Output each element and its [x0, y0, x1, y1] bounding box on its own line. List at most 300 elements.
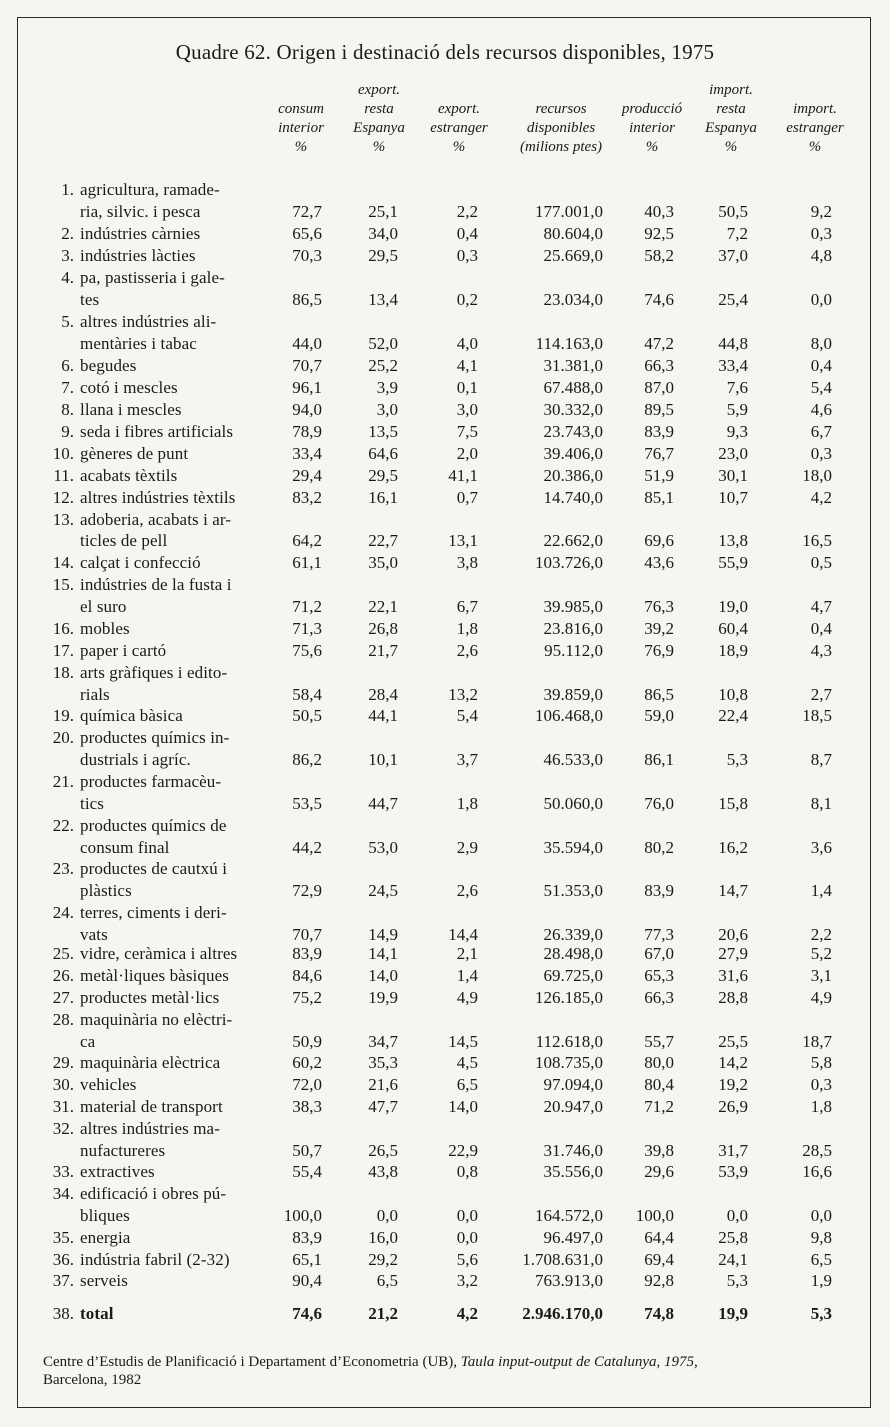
row-label: ria, silvic. i pesca	[80, 202, 201, 221]
table-cell: 3,9	[376, 378, 398, 397]
table-row	[0, 202, 890, 224]
table-cell: 4,2	[810, 488, 832, 507]
source-suffix: Barcelona, 1982	[43, 1372, 142, 1388]
row-label: tics	[80, 794, 105, 813]
table-cell: 16,5	[802, 531, 832, 550]
table-cell: 8,1	[810, 794, 832, 813]
total-cell: 5,3	[810, 1304, 832, 1323]
row-number: 9.	[61, 422, 74, 441]
row-label: productes químics de	[80, 816, 227, 835]
table-row	[0, 312, 890, 334]
table-cell: 14,4	[448, 925, 478, 944]
table-cell: 8,0	[810, 334, 832, 353]
source-prefix: Centre d’Estudis de Planificació i Departament d’Econometria (UB),	[43, 1354, 458, 1370]
column-header	[755, 100, 875, 157]
table-row	[0, 1141, 890, 1163]
row-label: agricultura, ramade-	[80, 180, 220, 199]
table-cell: 20.947,0	[543, 1097, 603, 1116]
table-cell: 177.001,0	[535, 202, 603, 221]
table-cell: 50,9	[292, 1032, 322, 1051]
table-cell: 10,1	[368, 750, 398, 769]
table-cell: 6,5	[456, 1075, 478, 1094]
table-cell: 14,0	[368, 966, 398, 985]
row-number: 2.	[61, 224, 74, 243]
table-cell: 106.468,0	[535, 706, 603, 725]
table-cell: 61,1	[292, 553, 322, 572]
table-cell: 4,8	[810, 246, 832, 265]
table-cell: 5,9	[726, 400, 748, 419]
table-cell: 74,6	[644, 290, 674, 309]
table-cell: 69,4	[644, 1250, 674, 1269]
row-label: maquinària no elèctri-	[80, 1010, 233, 1029]
table-cell: 0,7	[456, 488, 478, 507]
table-row	[0, 180, 890, 202]
table-cell: 26.339,0	[543, 925, 603, 944]
table-cell: 35.594,0	[543, 838, 603, 857]
table-row	[0, 553, 890, 575]
table-cell: 70,3	[292, 246, 322, 265]
table-cell: 13,8	[718, 531, 748, 550]
table-row	[0, 838, 890, 860]
table-cell: 15,8	[718, 794, 748, 813]
row-number: 8.	[61, 400, 74, 419]
table-cell: 33,4	[292, 444, 322, 463]
table-cell: 25,5	[718, 1032, 748, 1051]
table-cell: 114.163,0	[535, 334, 603, 353]
row-number: 33.	[52, 1162, 74, 1181]
row-label: adoberia, acabats i ar-	[80, 510, 232, 529]
table-cell: 97.094,0	[543, 1075, 603, 1094]
table-row	[0, 575, 890, 597]
column-header-line: import.	[793, 101, 837, 117]
table-cell: 80,4	[644, 1075, 674, 1094]
table-cell: 0,4	[810, 619, 832, 638]
table-cell: 5,4	[456, 706, 478, 725]
column-header-line: %	[294, 139, 308, 155]
table-cell: 0,3	[456, 246, 478, 265]
table-cell: 0,0	[726, 1206, 748, 1225]
total-label: total	[80, 1304, 114, 1323]
row-label: cotó i mescles	[80, 378, 178, 397]
table-cell: 40,3	[644, 202, 674, 221]
table-cell: 66,3	[644, 356, 674, 375]
column-header-line: estranger	[786, 120, 844, 136]
table-cell: 0,4	[810, 356, 832, 375]
row-number: 30.	[52, 1075, 74, 1094]
table-row	[0, 1271, 890, 1293]
table-cell: 90,4	[292, 1271, 322, 1290]
table-cell: 25,4	[718, 290, 748, 309]
table-cell: 51.353,0	[543, 881, 603, 900]
table-cell: 0,3	[810, 444, 832, 463]
table-cell: 29,2	[368, 1250, 398, 1269]
table-cell: 4,1	[456, 356, 478, 375]
row-label: metàl·liques bàsiques	[80, 966, 229, 985]
table-cell: 25,8	[718, 1228, 748, 1247]
column-header-line: export.	[437, 101, 481, 117]
table-cell: 1,8	[810, 1097, 832, 1116]
table-cell: 18,0	[802, 466, 832, 485]
table-cell: 0,0	[456, 1206, 478, 1225]
table-row	[0, 1228, 890, 1250]
table-cell: 19,9	[368, 988, 398, 1007]
table-cell: 86,5	[644, 685, 674, 704]
table-cell: 35,0	[368, 553, 398, 572]
table-cell: 2,1	[456, 944, 478, 963]
table-row	[0, 510, 890, 532]
table-cell: 13,5	[368, 422, 398, 441]
table-cell: 67,0	[644, 944, 674, 963]
row-label: tes	[80, 290, 100, 309]
table-cell: 22,1	[368, 597, 398, 616]
table-cell: 37,0	[718, 246, 748, 265]
table-cell: 31,7	[718, 1141, 748, 1160]
row-number: 22.	[52, 816, 74, 835]
column-header-line: %	[372, 139, 386, 155]
row-label: rials	[80, 685, 110, 704]
table-cell: 24,1	[718, 1250, 748, 1269]
row-number: 27.	[52, 988, 74, 1007]
table-cell: 34,7	[368, 1032, 398, 1051]
table-cell: 25.669,0	[543, 246, 603, 265]
table-cell: 83,9	[292, 944, 322, 963]
row-label: bliques	[80, 1206, 130, 1225]
table-cell: 31.381,0	[543, 356, 603, 375]
table-row	[0, 1162, 890, 1184]
table-cell: 92,8	[644, 1271, 674, 1290]
row-label: mobles	[80, 619, 130, 638]
table-cell: 80,2	[644, 838, 674, 857]
table-cell: 1,8	[456, 619, 478, 638]
table-cell: 14,0	[448, 1097, 478, 1116]
table-cell: 65,3	[644, 966, 674, 985]
column-header-line: Espanya	[353, 120, 405, 136]
table-cell: 41,1	[448, 466, 478, 485]
row-label: terres, ciments i deri-	[80, 903, 227, 922]
row-label: begudes	[80, 356, 137, 375]
table-row	[0, 816, 890, 838]
table-cell: 164.572,0	[535, 1206, 603, 1225]
table-cell: 28,4	[368, 685, 398, 704]
table-cell: 4,5	[456, 1053, 478, 1072]
table-cell: 46.533,0	[543, 750, 603, 769]
row-number: 10.	[52, 444, 74, 463]
row-label: productes farmacèu-	[80, 772, 222, 791]
table-cell: 13,1	[448, 531, 478, 550]
table-cell: 77,3	[644, 925, 674, 944]
table-cell: 55,4	[292, 1162, 322, 1181]
table-cell: 7,5	[456, 422, 478, 441]
table-cell: 83,9	[644, 881, 674, 900]
total-cell: 19,9	[718, 1304, 748, 1323]
row-label: mentàries i tabac	[80, 334, 197, 353]
row-number: 38.	[52, 1304, 74, 1323]
table-cell: 18,7	[802, 1032, 832, 1051]
table-cell: 0,0	[376, 1206, 398, 1225]
table-cell: 3,8	[456, 553, 478, 572]
table-cell: 14,2	[718, 1053, 748, 1072]
table-cell: 16,6	[802, 1162, 832, 1181]
table-cell: 4,6	[810, 400, 832, 419]
table-row	[0, 422, 890, 444]
column-header-line: disponibles	[526, 120, 596, 136]
table-cell: 13,2	[448, 685, 478, 704]
table-cell: 39.985,0	[543, 597, 603, 616]
table-cell: 0,0	[456, 1228, 478, 1247]
table-row	[0, 1119, 890, 1141]
row-number: 24.	[52, 903, 74, 922]
row-label: vidre, ceràmica i altres	[80, 944, 238, 963]
row-label: edificació i obres pú-	[80, 1184, 227, 1203]
row-number: 34.	[52, 1184, 74, 1203]
row-label: indústries làcties	[80, 246, 196, 265]
table-row	[0, 750, 890, 772]
table-cell: 9,3	[726, 422, 748, 441]
table-cell: 23.816,0	[543, 619, 603, 638]
table-row	[0, 1010, 890, 1032]
table-cell: 23.743,0	[543, 422, 603, 441]
table-cell: 58,2	[644, 246, 674, 265]
table-cell: 92,5	[644, 224, 674, 243]
column-header-line: resta	[716, 101, 746, 117]
row-label: llana i mescles	[80, 400, 182, 419]
table-row	[0, 1053, 890, 1075]
table-cell: 5,2	[810, 944, 832, 963]
column-header-line: %	[808, 139, 822, 155]
table-cell: 0,0	[810, 290, 832, 309]
table-cell: 5,6	[456, 1250, 478, 1269]
table-cell: 75,2	[292, 988, 322, 1007]
table-cell: 39.406,0	[543, 444, 603, 463]
table-cell: 4,3	[810, 641, 832, 660]
table-row	[0, 444, 890, 466]
table-cell: 28,5	[802, 1141, 832, 1160]
table-cell: 20.386,0	[543, 466, 603, 485]
table-cell: 7,2	[726, 224, 748, 243]
row-number: 17.	[52, 641, 74, 660]
row-label: energia	[80, 1228, 131, 1247]
table-cell: 21,6	[368, 1075, 398, 1094]
table-row	[0, 1097, 890, 1119]
table-cell: 2,0	[456, 444, 478, 463]
table-cell: 19,0	[718, 597, 748, 616]
table-row	[0, 488, 890, 510]
table-cell: 78,9	[292, 422, 322, 441]
table-cell: 67.488,0	[543, 378, 603, 397]
row-label: altres indústries ma-	[80, 1119, 220, 1138]
table-cell: 3,6	[810, 838, 832, 857]
table-row	[0, 268, 890, 290]
row-number: 25.	[52, 944, 74, 963]
row-number: 18.	[52, 663, 74, 682]
table-cell: 69.725,0	[543, 966, 603, 985]
table-title: Quadre 62. Origen i destinació dels recursos disponibles, 1975	[175, 40, 715, 64]
table-cell: 70,7	[292, 356, 322, 375]
table-cell: 2,6	[456, 641, 478, 660]
row-number: 6.	[61, 356, 74, 375]
table-row	[0, 728, 890, 750]
row-number: 5.	[61, 312, 74, 331]
table-cell: 25,2	[368, 356, 398, 375]
table-cell: 34,0	[368, 224, 398, 243]
row-number: 7.	[61, 378, 74, 397]
table-cell: 22.662,0	[543, 531, 603, 550]
table-cell: 20,6	[718, 925, 748, 944]
table-cell: 19,2	[718, 1075, 748, 1094]
table-row	[0, 685, 890, 707]
row-label: acabats tèxtils	[80, 466, 178, 485]
table-cell: 0,8	[456, 1162, 478, 1181]
table-cell: 4,0	[456, 334, 478, 353]
table-cell: 22,4	[718, 706, 748, 725]
table-row	[0, 619, 890, 641]
table-cell: 29,6	[644, 1162, 674, 1181]
table-cell: 71,3	[292, 619, 322, 638]
row-number: 26.	[52, 966, 74, 985]
table-cell: 76,9	[644, 641, 674, 660]
table-cell: 26,8	[368, 619, 398, 638]
row-label: productes metàl·lics	[80, 988, 220, 1007]
table-cell: 60,4	[718, 619, 748, 638]
table-cell: 100,0	[283, 1206, 322, 1225]
table-cell: 29,5	[368, 246, 398, 265]
table-cell: 0,1	[456, 378, 478, 397]
column-header-line: export.	[357, 82, 401, 98]
table-cell: 43,8	[368, 1162, 398, 1181]
table-row	[0, 859, 890, 881]
table-cell: 26,9	[718, 1097, 748, 1116]
table-cell: 33,4	[718, 356, 748, 375]
table-cell: 0,4	[456, 224, 478, 243]
column-header-line: resta	[364, 101, 394, 117]
column-header-line: %	[645, 139, 659, 155]
table-cell: 83,2	[292, 488, 322, 507]
table-cell: 55,9	[718, 553, 748, 572]
column-header-line: consum	[278, 101, 324, 117]
table-cell: 84,6	[292, 966, 322, 985]
table-cell: 66,3	[644, 988, 674, 1007]
table-cell: 44,8	[718, 334, 748, 353]
table-cell: 9,2	[810, 202, 832, 221]
table-row	[0, 531, 890, 553]
table-cell: 76,7	[644, 444, 674, 463]
row-number: 36.	[52, 1250, 74, 1269]
table-cell: 3,0	[456, 400, 478, 419]
column-header-line: interior	[278, 120, 324, 136]
table-cell: 28.498,0	[543, 944, 603, 963]
table-cell: 16,1	[368, 488, 398, 507]
table-cell: 2,7	[810, 685, 832, 704]
table-cell: 30,1	[718, 466, 748, 485]
table-row	[0, 400, 890, 422]
column-header-line: (milions ptes)	[519, 139, 603, 155]
row-label: altres indústries ali-	[80, 312, 217, 331]
table-cell: 10,8	[718, 685, 748, 704]
row-number: 12.	[52, 488, 74, 507]
row-number: 11.	[53, 466, 74, 485]
table-row	[0, 988, 890, 1010]
table-cell: 16,2	[718, 838, 748, 857]
row-label: ticles de pell	[80, 531, 168, 550]
table-cell: 24,5	[368, 881, 398, 900]
table-row	[0, 1075, 890, 1097]
row-number: 14.	[52, 553, 74, 572]
table-cell: 64,4	[644, 1228, 674, 1247]
total-row	[0, 1304, 890, 1326]
table-cell: 38,3	[292, 1097, 322, 1116]
column-header-line: estranger	[430, 120, 488, 136]
table-cell: 7,6	[726, 378, 748, 397]
row-label: extractives	[80, 1162, 155, 1181]
table-row	[0, 881, 890, 903]
table-cell: 6,5	[376, 1271, 398, 1290]
table-cell: 0,3	[810, 224, 832, 243]
row-label: serveis	[80, 1271, 128, 1290]
column-header-line: recursos	[535, 101, 587, 117]
table-cell: 21,7	[368, 641, 398, 660]
table-cell: 86,1	[644, 750, 674, 769]
table-cell: 112.618,0	[535, 1032, 603, 1051]
table-cell: 64,2	[292, 531, 322, 550]
table-cell: 72,0	[292, 1075, 322, 1094]
table-cell: 3,0	[376, 400, 398, 419]
table-cell: 1,9	[810, 1271, 832, 1290]
table-row	[0, 334, 890, 356]
source-work: Taula input-output de Catalunya, 1975,	[460, 1354, 698, 1370]
table-cell: 50.060,0	[543, 794, 603, 813]
table-cell: 31,6	[718, 966, 748, 985]
table-cell: 763.913,0	[535, 1271, 603, 1290]
table-cell: 14,7	[718, 881, 748, 900]
row-label: vehicles	[80, 1075, 137, 1094]
table-cell: 86,2	[292, 750, 322, 769]
table-cell: 80,0	[644, 1053, 674, 1072]
table-cell: 23.034,0	[543, 290, 603, 309]
row-label: calçat i confecció	[80, 553, 201, 572]
row-label: el suro	[80, 597, 127, 616]
row-label: indústria fabril (2-32)	[80, 1250, 230, 1269]
row-number: 19.	[52, 706, 74, 725]
table-cell: 53,0	[368, 838, 398, 857]
table-cell: 25,1	[368, 202, 398, 221]
table-cell: 22,9	[448, 1141, 478, 1160]
table-cell: 53,5	[292, 794, 322, 813]
row-label: dustrials i agríc.	[80, 750, 191, 769]
table-row	[0, 1206, 890, 1228]
table-cell: 23,0	[718, 444, 748, 463]
table-row	[0, 641, 890, 663]
table-cell: 1.708.631,0	[522, 1250, 603, 1269]
table-cell: 8,7	[810, 750, 832, 769]
table-cell: 2,2	[810, 925, 832, 944]
table-cell: 27,9	[718, 944, 748, 963]
table-cell: 35.556,0	[543, 1162, 603, 1181]
table-cell: 65,6	[292, 224, 322, 243]
table-cell: 72,7	[292, 202, 322, 221]
row-number: 37.	[52, 1271, 74, 1290]
total-cell: 2.946.170,0	[522, 1304, 603, 1323]
table-row	[0, 1250, 890, 1272]
table-cell: 5,4	[810, 378, 832, 397]
table-cell: 13,4	[368, 290, 398, 309]
row-label: nufactureres	[80, 1141, 166, 1160]
table-cell: 22,7	[368, 531, 398, 550]
table-cell: 2,2	[456, 202, 478, 221]
table-cell: 47,2	[644, 334, 674, 353]
row-number: 16.	[52, 619, 74, 638]
row-label: paper i cartó	[80, 641, 167, 660]
row-label: productes de cautxú i	[80, 859, 228, 878]
